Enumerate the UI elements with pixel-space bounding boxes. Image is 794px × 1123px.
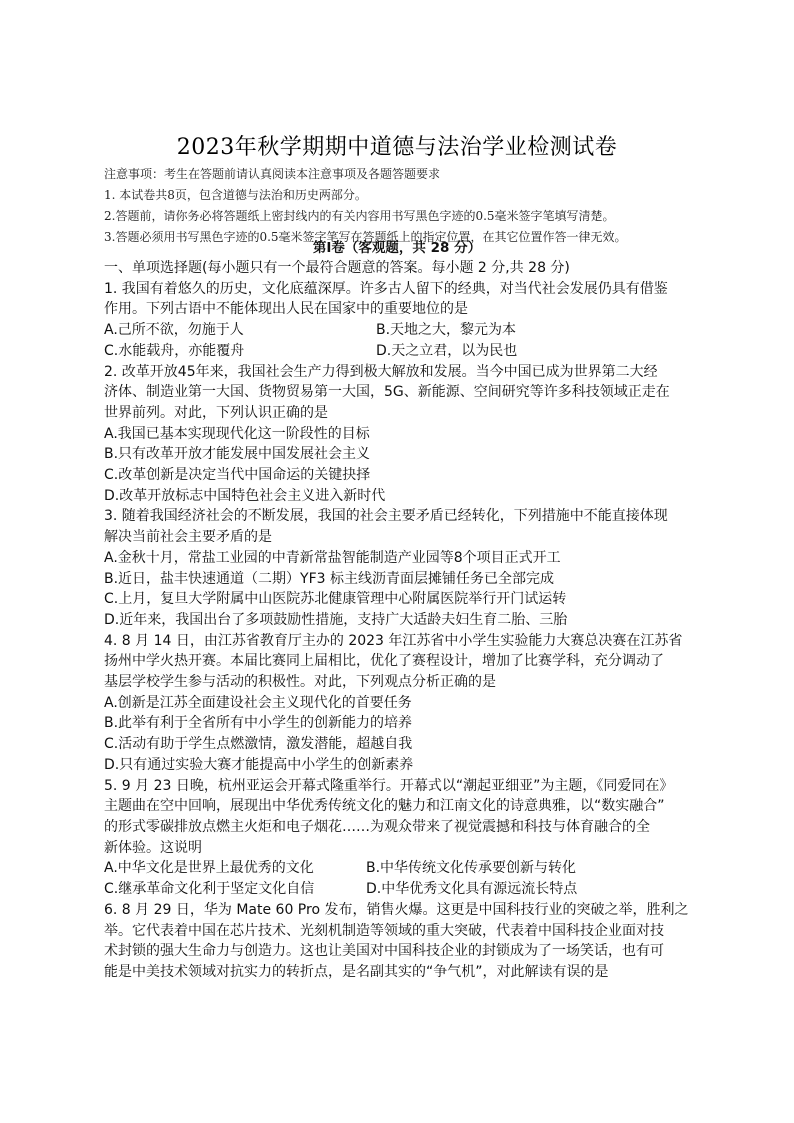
section-title: 第Ⅰ卷（客观题，共 28 分） xyxy=(312,240,482,256)
option-c: C.上月，复旦大学附属中山医院苏北健康管理中心附属医院举行开门试运转 xyxy=(104,591,567,608)
option-row xyxy=(104,341,704,362)
part-heading: 一、单项选择题(每小题只有一个最符合题意的答案。每小题 2 分,共 28 分) xyxy=(104,260,570,276)
option-d: D.近年来，我国出台了多项鼓励性措施，支持广大适龄夫妇生育二胎、三胎 xyxy=(104,611,568,628)
question-stem-line: 举。它代表着中国在芯片技术、光刻机制造等领域的重大突破，代表着中国科技企业面对技 xyxy=(104,922,664,939)
note-item: 3.答题必须用书写黑色字迹的0.5毫米签字笔写在答题纸上的指定位置，在其它位置作答一律无效。 xyxy=(104,230,627,244)
question-stem-line: 主题曲在空中回响，展现出中华优秀传统文化的魅力和江南文化的诗意典雅，以“数实融合” xyxy=(104,798,665,815)
question-1 xyxy=(104,279,704,362)
question-3 xyxy=(104,506,704,630)
question-body xyxy=(104,258,704,983)
question-stem-line: 解决当前社会主要矛盾的是 xyxy=(104,529,272,546)
question-stem-line: 6. 8 月 29 日，华为 Mate 60 Pro 发布，销售火爆。这更是中国科技行业的突破之举，胜利之 xyxy=(104,901,689,918)
question-stem-line: 5. 9 月 23 日晚，杭州亚运会开幕式隆重举行。开幕式以“潮起亚细亚”为主题，《同爱同在》 xyxy=(104,777,674,794)
option-b: B.此举有利于全省所有中小学生的创新能力的培养 xyxy=(104,715,413,732)
option-d: D.改革开放标志中国特色社会主义进入新时代 xyxy=(104,487,386,504)
question-2 xyxy=(104,362,704,507)
option-d: D.中华优秀文化具有源远流长特点 xyxy=(366,881,578,898)
option-row xyxy=(104,879,704,900)
question-stem-line: 作用。下列古语中不能体现出人民在国家中的重要地位的是 xyxy=(104,301,468,318)
option-d: D.天之立君，以为民也 xyxy=(376,342,518,359)
option-c: C.水能载舟，亦能覆舟 xyxy=(104,342,245,359)
note-item: 2.答题前，请你务必将答题纸上密封线内的有关内容用书写黑色字迹的0.5毫米签字笔填写清楚。 xyxy=(104,209,615,223)
option-a: A.创新是江苏全面建设社会主义现代化的首要任务 xyxy=(104,694,412,711)
question-stem-line: 新体验。这说明 xyxy=(104,839,202,856)
question-6 xyxy=(104,900,704,983)
question-stem-line: 能是中美技术领域对抗实力的转折点，是名副其实的“争气机”，对此解读有误的是 xyxy=(104,963,609,980)
option-b: B.中华传统文化传承要创新与转化 xyxy=(366,860,577,877)
question-stem-line: 3. 随着我国经济社会的不断发展，我国的社会主要矛盾已经转化，下列措施中不能直接体现 xyxy=(104,508,668,525)
question-stem-line: 术封锁的强大生命力与创造力。这也让美国对中国科技企业的封锁成为了一场笑话，也有可 xyxy=(104,943,664,960)
option-c: C.活动有助于学生点燃激情，激发潜能，超越自我 xyxy=(104,736,413,753)
question-4 xyxy=(104,631,704,776)
question-stem-line: 扬州中学火热开赛。本届比赛同上届相比，优化了赛程设计，增加了比赛学科，充分调动了 xyxy=(104,653,664,670)
question-stem-line: 2. 改革开放45年来，我国社会生产力得到极大解放和发展。当今中国已成为世界第二大经 xyxy=(104,363,658,380)
option-d: D.只有通过实验大赛才能提高中小学生的创新素养 xyxy=(104,756,414,773)
option-b: B.近日，盐丰快速通道（二期）YF3 标主线沥青面层摊铺任务已全部完成 xyxy=(104,570,555,587)
option-a: A.金秋十月，常盐工业园的中青新常盐智能制造产业园等8个项目正式开工 xyxy=(104,549,561,566)
option-a: A.中华文化是世界上最优秀的文化 xyxy=(104,860,314,877)
question-stem-line: 济体、制造业第一大国、货物贸易第一大国，5G、新能源、空间研究等许多科技领域正走在 xyxy=(104,384,670,401)
option-a: A.我国已基本实现现代化这一阶段性的目标 xyxy=(104,425,370,442)
option-b: B.只有改革开放才能发展中国发展社会主义 xyxy=(104,446,371,463)
question-5 xyxy=(104,776,704,900)
option-row xyxy=(104,858,704,879)
option-row xyxy=(104,320,704,341)
option-b: B.天地之大，黎元为本 xyxy=(376,322,517,339)
question-stem-line: 4. 8 月 14 日，由江苏省教育厅主办的 2023 年江苏省中小学生实验能力大赛总决赛在江苏省 xyxy=(104,632,683,649)
question-stem-line: 1. 我国有着悠久的历史，文化底蕴深厚。许多古人留下的经典，对当代社会发展仍具有借鉴 xyxy=(104,280,668,297)
option-c: C.改革创新是决定当代中国命运的关键抉择 xyxy=(104,467,371,484)
question-stem-line: 基层学校学生参与活动的积极性。对此，下列观点分析正确的是 xyxy=(104,674,496,691)
option-c: C.继承革命文化利于坚定文化自信 xyxy=(104,881,315,898)
page-title: 2023年秋学期期中道德与法治学业检测试卷 xyxy=(176,135,618,160)
note-item: 1. 本试卷共8页，包含道德与法治和历史两部分。 xyxy=(104,188,367,202)
option-a: A.己所不欲，勿施于人 xyxy=(104,322,244,339)
notes-heading: 注意事项：考生在答题前请认真阅读本注意事项及各题答题要求 xyxy=(104,167,441,181)
question-stem-line: 世界前列。对此，下列认识正确的是 xyxy=(104,404,328,421)
question-stem-line: 的形式零碳排放点燃主火炬和电子烟花……为观众带来了视觉震撼和科技与体育融合的全 xyxy=(104,818,650,835)
